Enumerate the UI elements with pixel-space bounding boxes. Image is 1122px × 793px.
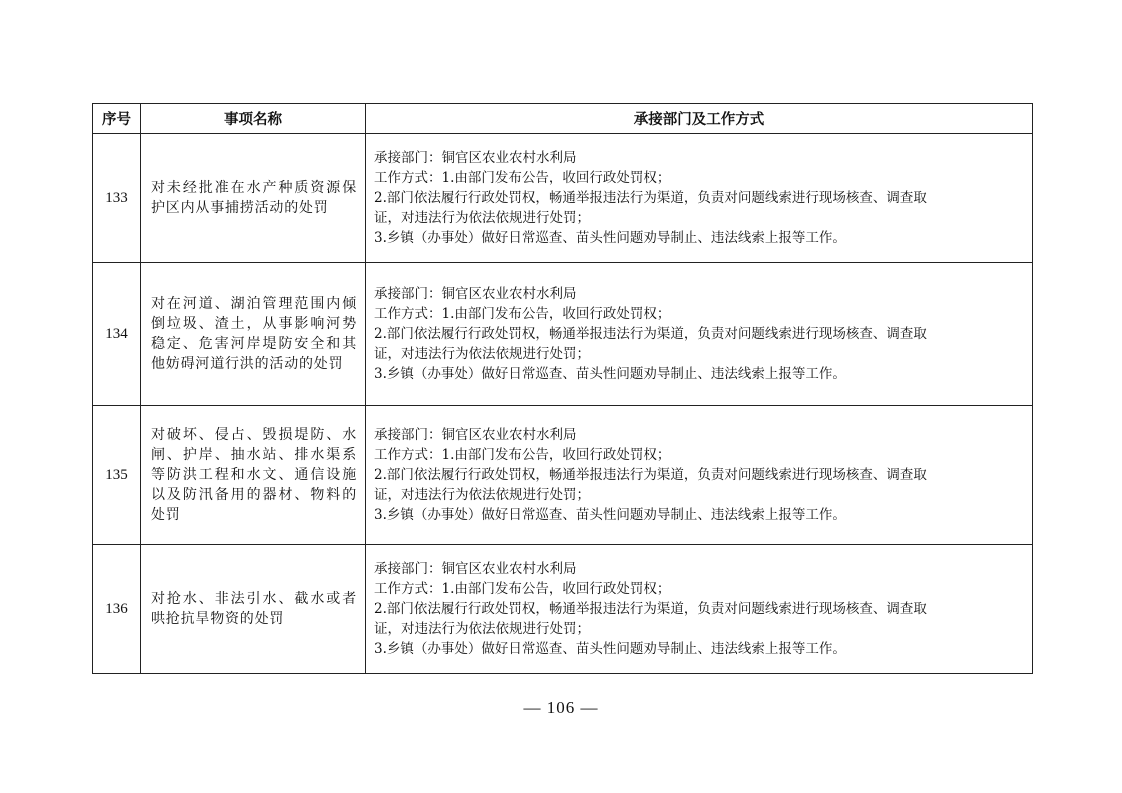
item-name: 对在河道、湖泊管理范围内倾倒垃圾、渣土，从事影响河势稳定、危害河岸堤防安全和其他妨碍河道行洪的活动的处罚 bbox=[141, 263, 366, 406]
row-number: 133 bbox=[93, 134, 141, 263]
method-line: 证，对违法行为依法依规进行处罚； bbox=[374, 487, 590, 503]
method-line: 2.部门依法履行行政处罚权，畅通举报违法行为渠道，负责对问题线索进行现场核查、调查取 bbox=[374, 467, 927, 483]
department-line: 承接部门：铜官区农业农村水利局 bbox=[374, 561, 577, 577]
method-line: 工作方式：1.由部门发布公告，收回行政处罚权； bbox=[374, 447, 671, 463]
department-method bbox=[366, 263, 1033, 406]
table-row bbox=[93, 545, 1033, 674]
matters-table bbox=[92, 103, 1033, 674]
method-line: 3.乡镇（办事处）做好日常巡查、苗头性问题劝导制止、违法线索上报等工作。 bbox=[374, 366, 846, 382]
department-line: 承接部门：铜官区农业农村水利局 bbox=[374, 150, 577, 166]
table-header-row bbox=[93, 104, 1033, 134]
method-line: 2.部门依法履行行政处罚权，畅通举报违法行为渠道，负责对问题线索进行现场核查、调查取 bbox=[374, 190, 927, 206]
method-line: 证，对违法行为依法依规进行处罚； bbox=[374, 346, 590, 362]
row-number: 135 bbox=[93, 406, 141, 545]
department-method bbox=[366, 406, 1033, 545]
header-number: 序号 bbox=[93, 104, 141, 134]
method-line: 工作方式：1.由部门发布公告，收回行政处罚权； bbox=[374, 306, 671, 322]
page-number: — 106 — bbox=[523, 698, 599, 717]
department-line: 承接部门：铜官区农业农村水利局 bbox=[374, 427, 577, 443]
department-method bbox=[366, 545, 1033, 674]
header-item-name: 事项名称 bbox=[141, 104, 366, 134]
method-line: 2.部门依法履行行政处罚权，畅通举报违法行为渠道，负责对问题线索进行现场核查、调查取 bbox=[374, 601, 927, 617]
method-line: 工作方式：1.由部门发布公告，收回行政处罚权； bbox=[374, 581, 671, 597]
table-row bbox=[93, 263, 1033, 406]
item-name: 对破坏、侵占、毁损堤防、水闸、护岸、抽水站、排水渠系等防洪工程和水文、通信设施以及防汛备用的器材、物料的处罚 bbox=[141, 406, 366, 545]
method-line: 工作方式：1.由部门发布公告，收回行政处罚权； bbox=[374, 170, 671, 186]
header-department-method: 承接部门及工作方式 bbox=[366, 104, 1033, 134]
method-line: 3.乡镇（办事处）做好日常巡查、苗头性问题劝导制止、违法线索上报等工作。 bbox=[374, 507, 846, 523]
table-row bbox=[93, 134, 1033, 263]
document-sheet bbox=[92, 103, 1032, 674]
item-name: 对未经批准在水产种质资源保护区内从事捕捞活动的处罚 bbox=[141, 134, 366, 263]
row-number: 134 bbox=[93, 263, 141, 406]
item-name: 对抢水、非法引水、截水或者哄抢抗旱物资的处罚 bbox=[141, 545, 366, 674]
table-row bbox=[93, 406, 1033, 545]
department-method bbox=[366, 134, 1033, 263]
method-line: 证，对违法行为依法依规进行处罚； bbox=[374, 210, 590, 226]
row-number: 136 bbox=[93, 545, 141, 674]
method-line: 证，对违法行为依法依规进行处罚； bbox=[374, 621, 590, 637]
department-line: 承接部门：铜官区农业农村水利局 bbox=[374, 286, 577, 302]
method-line: 3.乡镇（办事处）做好日常巡查、苗头性问题劝导制止、违法线索上报等工作。 bbox=[374, 230, 846, 246]
method-line: 2.部门依法履行行政处罚权，畅通举报违法行为渠道，负责对问题线索进行现场核查、调查取 bbox=[374, 326, 927, 342]
method-line: 3.乡镇（办事处）做好日常巡查、苗头性问题劝导制止、违法线索上报等工作。 bbox=[374, 641, 846, 657]
